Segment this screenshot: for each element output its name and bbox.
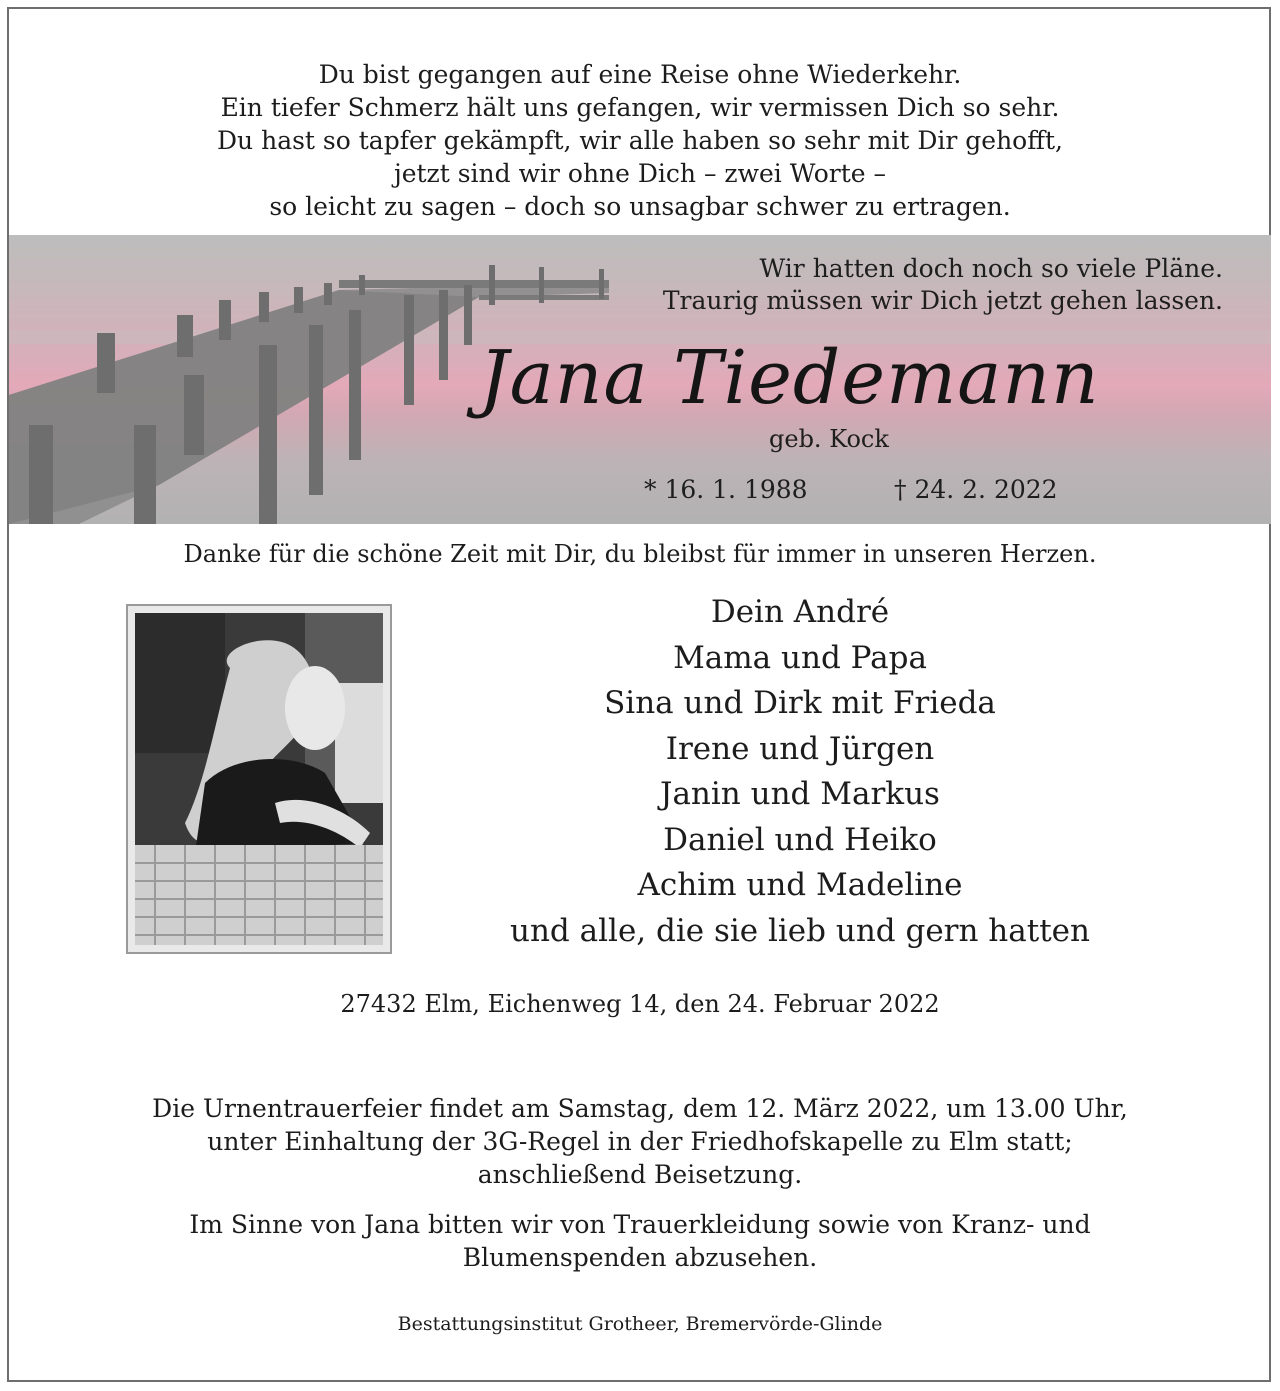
poem-line: Du bist gegangen auf eine Reise ohne Wiederkehr. — [318, 60, 962, 89]
poem-line: so leicht zu sagen – doch so unsagbar schwer zu ertragen. — [269, 192, 1011, 221]
pier-banner — [9, 235, 1271, 524]
undertaker: Bestattungsinstitut Grotheer, Bremervörde-Glinde — [397, 1313, 883, 1335]
mourner-line: Janin und Markus — [660, 776, 940, 812]
portrait-image — [135, 613, 383, 945]
mourner-line: Mama und Papa — [673, 639, 927, 676]
poem-line: Ein tiefer Schmerz hält uns gefangen, wir vermissen Dich so sehr. — [220, 93, 1060, 122]
request-line: Im Sinne von Jana bitten wir von Trauerkleidung sowie von Kranz- und — [189, 1210, 1091, 1239]
mourner-line: Sina und Dirk mit Frieda — [604, 685, 996, 721]
poem-line: jetzt sind wir ohne Dich – zwei Worte – — [393, 159, 887, 188]
place-date: 27432 Elm, Eichenweg 14, den 24. Februar 2022 — [340, 990, 940, 1018]
service-info — [0, 1092, 1280, 1191]
maiden-name: geb. Kock — [769, 425, 889, 453]
mourning-request — [0, 1208, 1280, 1274]
poem — [0, 58, 1280, 223]
mourners-list — [450, 590, 1150, 954]
birth-date: * 16. 1. 1988 — [644, 475, 808, 504]
banner-quote-line: Traurig müssen wir Dich jetzt gehen lassen. — [662, 286, 1223, 315]
banner-quote-line: Wir hatten doch noch so viele Pläne. — [759, 254, 1223, 283]
service-line: unter Einhaltung der 3G-Regel in der Friedhofskapelle zu Elm statt; — [207, 1127, 1073, 1156]
mourner-line: und alle, die sie lieb und gern hatten — [510, 912, 1090, 949]
deceased-name: Jana Tiedemann — [479, 335, 1100, 421]
service-line: Die Urnentrauerfeier findet am Samstag, dem 12. März 2022, um 13.00 Uhr, — [152, 1094, 1128, 1123]
mourner-line: Irene und Jürgen — [665, 730, 935, 767]
banner-quote — [663, 253, 1223, 317]
service-line: anschließend Beisetzung. — [477, 1160, 803, 1189]
portrait-frame — [126, 604, 392, 954]
mourner-line: Achim und Madeline — [637, 867, 963, 903]
request-line: Blumenspenden abzusehen. — [462, 1243, 818, 1272]
mourner-line: Daniel und Heiko — [663, 821, 937, 858]
thanks-line: Danke für die schöne Zeit mit Dir, du bleibst für immer in unseren Herzen. — [183, 540, 1097, 568]
poem-line: Du hast so tapfer gekämpft, wir alle haben so sehr mit Dir gehofft, — [217, 126, 1063, 155]
mourner-line: Dein André — [710, 594, 890, 630]
portrait-photo — [135, 613, 383, 945]
death-date: † 24. 2. 2022 — [894, 475, 1058, 504]
